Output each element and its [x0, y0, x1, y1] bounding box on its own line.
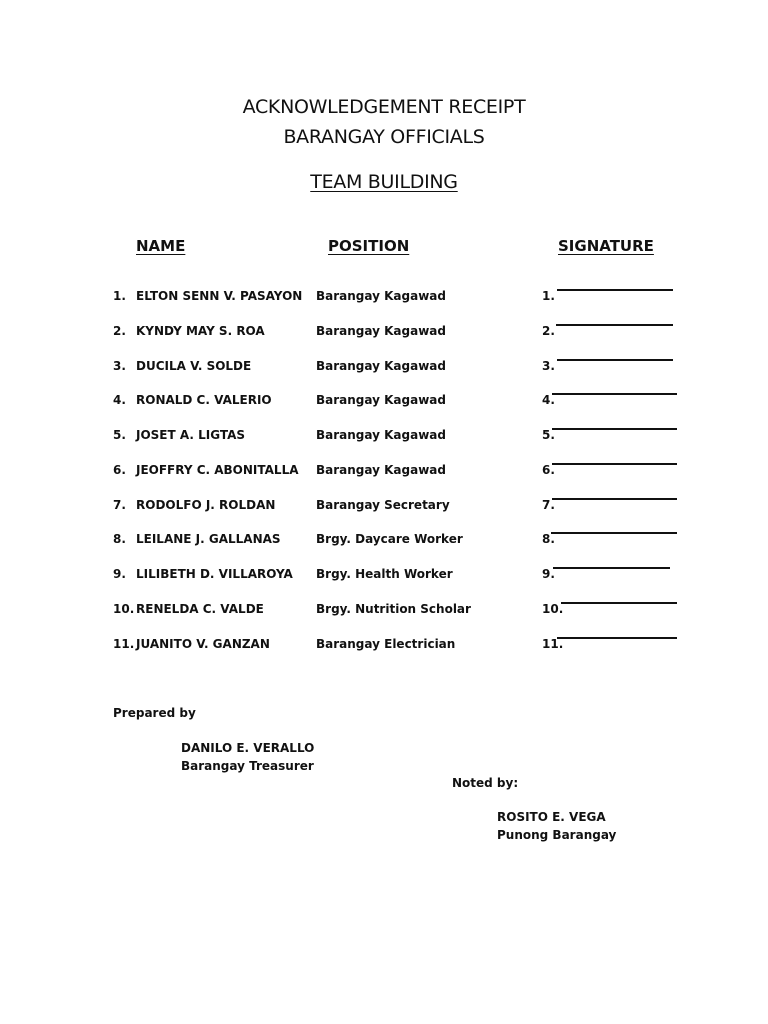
official-name: JOSET A. LIGTAS [136, 428, 246, 442]
official-position: Barangay Kagawad [316, 358, 446, 373]
official-name: JEOFFRY C. ABONITALLA [136, 462, 299, 477]
signature-number: 3. [542, 358, 555, 373]
noter-name: ROSITO E. VEGA [497, 810, 606, 824]
prepared-by-label: Prepared by [113, 706, 196, 720]
preparer-title: Barangay Treasurer [181, 759, 314, 773]
official-position: Brgy. Health Worker [316, 567, 453, 581]
signature-number: 1. [542, 289, 555, 303]
signature-line [552, 428, 677, 430]
row-number: 5. [113, 428, 126, 442]
signature-line [551, 532, 677, 534]
official-name: RENELDA C. VALDE [136, 601, 264, 616]
row-number: 8. [113, 532, 126, 547]
official-name: ELTON SENN V. PASAYON [136, 289, 303, 303]
official-position: Barangay Kagawad [316, 462, 446, 477]
signature-line [557, 637, 677, 639]
row-number: 2. [113, 323, 126, 338]
table-row [0, 498, 768, 518]
official-name: LILIBETH D. VILLAROYA [136, 567, 293, 581]
signature-number: 8. [542, 532, 555, 547]
row-number: 3. [113, 358, 126, 373]
official-position: Brgy. Nutrition Scholar [316, 601, 471, 616]
column-header-name: NAME [136, 237, 186, 255]
row-number: 10. [113, 601, 135, 616]
table-row [0, 637, 768, 657]
row-number: 4. [113, 393, 126, 408]
official-position: Brgy. Daycare Worker [316, 532, 463, 547]
title-line-3: TEAM BUILDING [310, 171, 458, 193]
signature-line [552, 393, 677, 395]
table-row [0, 324, 768, 344]
table-row [0, 532, 768, 552]
table-row [0, 463, 768, 483]
table-row [0, 393, 768, 413]
signature-number: 2. [542, 323, 555, 338]
official-position: Barangay Kagawad [316, 393, 446, 408]
signature-line [561, 602, 677, 604]
table-row [0, 567, 768, 587]
official-position: Barangay Secretary [316, 497, 450, 512]
official-position: Barangay Kagawad [316, 428, 446, 442]
table-row [0, 602, 768, 622]
row-number: 7. [113, 497, 126, 512]
row-number: 1. [113, 289, 126, 303]
signature-number: 6. [542, 462, 555, 477]
official-name: KYNDY MAY S. ROA [136, 323, 265, 338]
signature-line [557, 359, 673, 361]
row-number: 11. [113, 636, 135, 651]
row-number: 9. [113, 567, 126, 581]
official-position: Barangay Kagawad [316, 323, 446, 338]
official-name: DUCILA V. SOLDE [136, 358, 252, 373]
signature-line [553, 567, 670, 569]
signature-line [552, 498, 677, 500]
official-position: Barangay Electrician [316, 636, 456, 651]
title-line-1: ACKNOWLEDGEMENT RECEIPT [242, 96, 526, 118]
official-name: RONALD C. VALERIO [136, 393, 272, 408]
title-line-2: BARANGAY OFFICIALS [283, 126, 485, 148]
signature-number: 11. [542, 636, 564, 651]
table-row [0, 428, 768, 448]
signature-line [552, 463, 677, 465]
official-name: RODOLFO J. ROLDAN [136, 497, 276, 512]
signature-number: 9. [542, 567, 555, 581]
official-name: LEILANE J. GALLANAS [136, 532, 281, 547]
preparer-name: DANILO E. VERALLO [181, 741, 315, 755]
official-position: Barangay Kagawad [316, 289, 446, 303]
official-name: JUANITO V. GANZAN [136, 636, 270, 651]
table-row [0, 289, 768, 309]
table-row [0, 359, 768, 379]
signature-number: 4. [542, 393, 555, 408]
signature-line [557, 289, 673, 291]
signature-line [556, 324, 673, 326]
column-header-position: POSITION [328, 237, 410, 255]
column-header-signature: SIGNATURE [558, 237, 654, 255]
signature-number: 10. [542, 601, 564, 616]
signature-number: 5. [542, 428, 555, 442]
row-number: 6. [113, 462, 126, 477]
noter-title: Punong Barangay [497, 828, 617, 842]
signature-number: 7. [542, 497, 555, 512]
noted-by-label: Noted by: [452, 776, 519, 790]
